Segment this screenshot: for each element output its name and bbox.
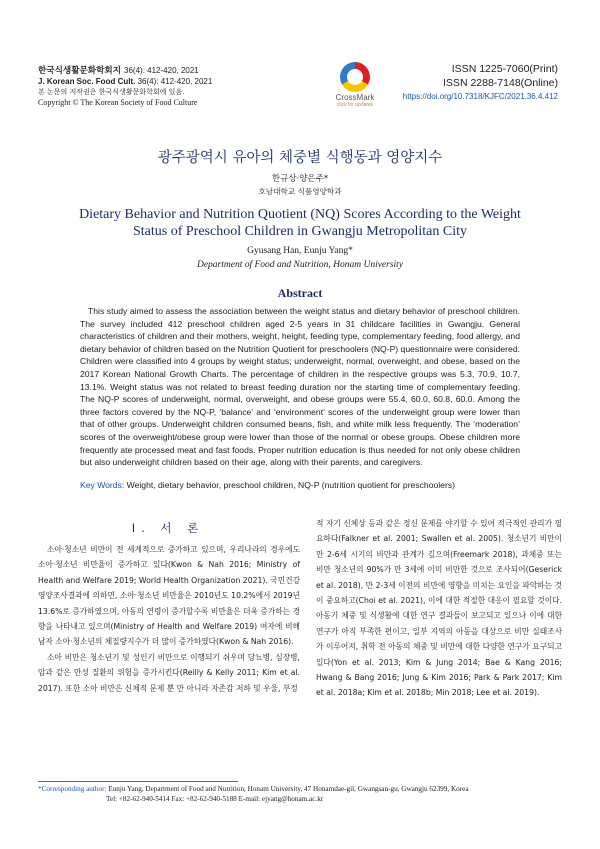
title-kr: 광주광역시 유아의 체중별 식행동과 영양지수 bbox=[157, 150, 443, 166]
copyright-en: Copyright © The Korean Society of Food Culture bbox=[38, 97, 198, 107]
journal-name-en: J. Korean Soc. Food Cult. 36(4): 412-420, 2021 bbox=[38, 76, 213, 86]
footnote-contact: Tel: +82-62-940-5414 Fax: +82-62-940-5188 E-mail: ejyang@honam.ac.kr bbox=[106, 795, 324, 803]
paragraph: 소아·청소년 비만이 전 세계적으로 증가하고 있으며, 우리나라의 경우에도 소아·청소년 비만율이 증가하고 있다(Kwon & Nah 2016; Ministry of Health and Welfare 2019; World Health Organization 2021). 국민건강영양조사결과에 의하면, 소아·청소년 비만율은 2010년도 10.2%에서 2019년 13.6%로 증가하였으며, 아동의 연령이 증가할수록 비만율은 더욱 증가하는 경향을 나타내고 있으며(Ministry of Health and Welfare 2019) 여자에 비해 남자 소아·청소년의 체질량지수가 더 많이 증가하였다(Kwon & Nah 2016). bbox=[38, 545, 300, 647]
keywords-text: Weight, dietary behavior, preschool children, NQ-P (nutrition quotient for preschoolers) bbox=[126, 480, 455, 490]
authors-en: Gyusang Han, Eunju Yang* bbox=[247, 246, 353, 256]
copyright-kr: 본 논문의 저작권은 한국식생활문화학회에 있음. bbox=[38, 88, 185, 96]
footnote-label: *Corresponding author: bbox=[38, 785, 107, 793]
journal-volume-kr: 36(4): 412-420, 2021 bbox=[124, 66, 199, 75]
right-column bbox=[316, 516, 562, 701]
issn-print: ISSN 1225-7060(Print) bbox=[451, 63, 558, 75]
paragraph: 적 자기 신체상 등과 같은 정신 문제를 야기할 수 있어 적극적인 관리가 필요하다(Falkner et al. 2001; Swallen et al. 2005). 청소년기 비만이 만 2-6세 시기의 비만과 관계가 깊으며(Freemark 2018), 과체중 또는 비만 청소년의 90%가 만 3세에 이미 비만한 것으로 조사되어(Geserick et al. 2018), 만 2-3세 이전의 비만에 영향을 미치는 요인을 파악하는 것이 중요하고(Choi et al. 2021), 이에 대한 적절한 대응이 필요할 것이다. 아동기 체중 및 식생활에 대한 연구 결과들이 보고되고 있으나 이에 대한 연구가 아직 부족한 편이고, 일부 지역의 아동을 대상으로 비만 실태조사가 이루어져, 취학 전 아동의 체중 및 비만에 대한 다양한 연구가 요구되고 있다(Yon et al. 2013; Kim & Jung 2014; Bae & Kang 2016; Hwang & Bang 2016; Jung & Kim 2016; Park & Park 2017; Kim et al. 2018a; Kim et al. 2018b; Min 2018; Lee et al. 2019). bbox=[316, 519, 562, 698]
crossmark-label: CrossMark bbox=[335, 93, 375, 102]
footnote-line-1 bbox=[38, 784, 562, 794]
abstract-heading: Abstract bbox=[277, 286, 323, 300]
journal-volume-en: 36(4): 412-420, 2021 bbox=[137, 76, 213, 86]
section-heading: I. 서 론 bbox=[131, 521, 205, 535]
issn-online: ISSN 2288-7148(Online) bbox=[443, 77, 558, 89]
affiliation-en: Department of Food and Nutrition, Honam University bbox=[196, 260, 404, 270]
keywords bbox=[80, 480, 520, 490]
doi-link[interactable]: https://doi.org/10.7318/KJFC/2021.36.4.412 bbox=[402, 92, 558, 101]
footnote bbox=[38, 784, 562, 804]
crossmark-sub: click for updates bbox=[336, 102, 374, 108]
issn-block bbox=[338, 62, 558, 101]
journal-name-kr: 한국식생활문화학회지 36(4): 412-420, 2021 bbox=[38, 66, 199, 76]
left-column bbox=[38, 542, 300, 696]
footnote-address: Eunju Yang, Department of Food and Nutrition, Honam University, 47 Honamdae-gil, Gwangsan-gu, Gwangju 62399, Korea bbox=[106, 785, 469, 793]
affiliation-kr: 호남대학교 식품영양학과 bbox=[258, 187, 342, 196]
keywords-label: Key Words: bbox=[80, 480, 125, 490]
journal-header bbox=[38, 66, 338, 108]
footnote-rule bbox=[38, 781, 238, 782]
title-en: Dietary Behavior and Nutrition Quotient (NQ) Scores According to the Weight Status of Preschool Children in Gwangju Metropolitan City bbox=[79, 207, 521, 239]
abstract-text: This study aimed to assess the association between the weight status and dietary behavior of preschool children. The survey included 412 preschool children aged 2-5 years in 31 childcare facilities in Gwangju. General characteristics of children and their mothers, weight, height, feeding type, complementary feeding, food allergy, and dietary behavior of children based on the Nutrition Quotient for preschoolers (NQ-P) questionnaire were considered. Children were classified into 4 groups by weight status; underweight, normal, overweight, and obese, based on the 2017 Korean National Growth Charts. The percentage of children in the respective groups was 5.3, 70.9, 10.7, 13.1%. Weight status was not related to breast feeding duration nor the starting time of complementary feeding. The NQ-P scores of underweight, normal, overweight, and obese groups were 55.4, 60.0, 60.8, 60.0. Among the three factors covered by the NQ-P, ‘balance’ and ‘environment’ scores of the underweight group were lower than that of other groups. Underweight children consumed beans, fish, and white milk less frequently. The ‘moderation’ scores of the overweight/obese group were lower than those of the normal or obese groups. Obese children more frequently ate processed meat and fast foods. Proper nutrition education is thus needed for not only obese children but also underweight children based on their age, along with their parents, and caregivers. bbox=[80, 306, 520, 468]
authors-kr: 한규상·양은주* bbox=[271, 174, 329, 184]
paragraph: 소아 비만은 청소년기 및 성인기 비만으로 이행되기 쉬우며 당뇨병, 심장병, 암과 같은 만성 질환의 위험을 증가시킨다(Reilly & Kelly 2011; Kim et al. 2017). 또한 소아 비만은 신체적 문제 뿐 만 아니라 자존감 저하 및 우울, 부정 bbox=[38, 652, 300, 693]
